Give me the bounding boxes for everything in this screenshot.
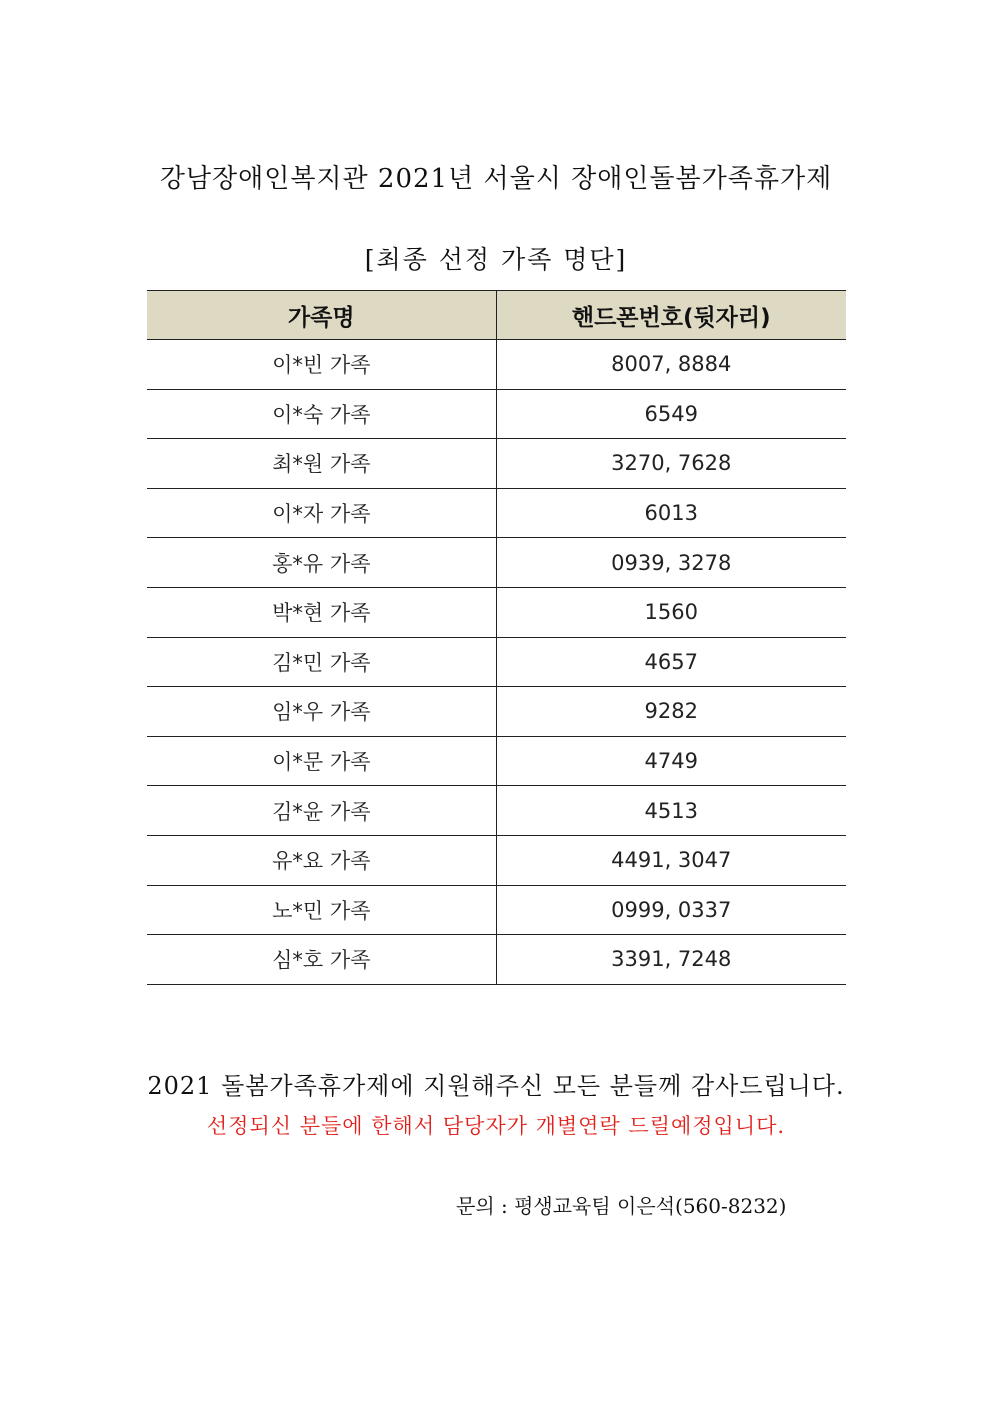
family-name-cell: 최*원 가족 [147, 439, 496, 489]
family-name-cell: 이*숙 가족 [147, 389, 496, 439]
phone-cell: 8007, 8884 [496, 340, 846, 390]
phone-cell: 4657 [496, 637, 846, 687]
phone-cell: 6549 [496, 389, 846, 439]
phone-cell: 3270, 7628 [496, 439, 846, 489]
document-title: 강남장애인복지관 2021년 서울시 장애인돌봄가족휴가제 [159, 164, 833, 194]
document-subtitle: [최종 선정 가족 명단] [364, 245, 628, 274]
table-row [147, 488, 846, 538]
table-row [147, 835, 846, 885]
family-name-cell: 이*문 가족 [147, 736, 496, 786]
phone-cell: 6013 [496, 488, 846, 538]
phone-cell: 0999, 0337 [496, 885, 846, 935]
table-row [147, 389, 846, 439]
phone-cell: 3391, 7248 [496, 935, 846, 985]
family-name-cell: 이*빈 가족 [147, 340, 496, 390]
phone-cell: 4749 [496, 736, 846, 786]
phone-cell: 0939, 3278 [496, 538, 846, 588]
table-row [147, 736, 846, 786]
contact-info: 문의 : 평생교육팀 이은석(560-8232) [456, 1194, 787, 1218]
family-name-cell: 김*민 가족 [147, 637, 496, 687]
selected-family-table [147, 290, 846, 985]
table-row [147, 637, 846, 687]
table-header-row [147, 291, 846, 340]
family-name-cell: 김*윤 가족 [147, 786, 496, 836]
phone-cell: 4491, 3047 [496, 835, 846, 885]
table-row [147, 885, 846, 935]
header-phone: 핸드폰번호(뒷자리) [496, 291, 846, 340]
family-name-cell: 홍*유 가족 [147, 538, 496, 588]
table-row [147, 340, 846, 390]
table-row [147, 587, 846, 637]
table-row [147, 935, 846, 985]
notice-message: 선정되신 분들에 한해서 담당자가 개별연락 드릴예정입니다. [206, 1114, 786, 1138]
header-family-name: 가족명 [147, 291, 496, 340]
table-row [147, 786, 846, 836]
family-name-cell: 유*요 가족 [147, 835, 496, 885]
family-name-cell: 임*우 가족 [147, 687, 496, 737]
family-name-cell: 박*현 가족 [147, 587, 496, 637]
family-name-cell: 심*호 가족 [147, 935, 496, 985]
phone-cell: 9282 [496, 687, 846, 737]
family-name-cell: 노*민 가족 [147, 885, 496, 935]
table-row [147, 439, 846, 489]
table-row [147, 538, 846, 588]
phone-cell: 1560 [496, 587, 846, 637]
phone-cell: 4513 [496, 786, 846, 836]
thanks-message: 2021 돌봄가족휴가제에 지원해주신 모든 분들께 감사드립니다. [147, 1072, 845, 1100]
table-row [147, 687, 846, 737]
family-name-cell: 이*자 가족 [147, 488, 496, 538]
